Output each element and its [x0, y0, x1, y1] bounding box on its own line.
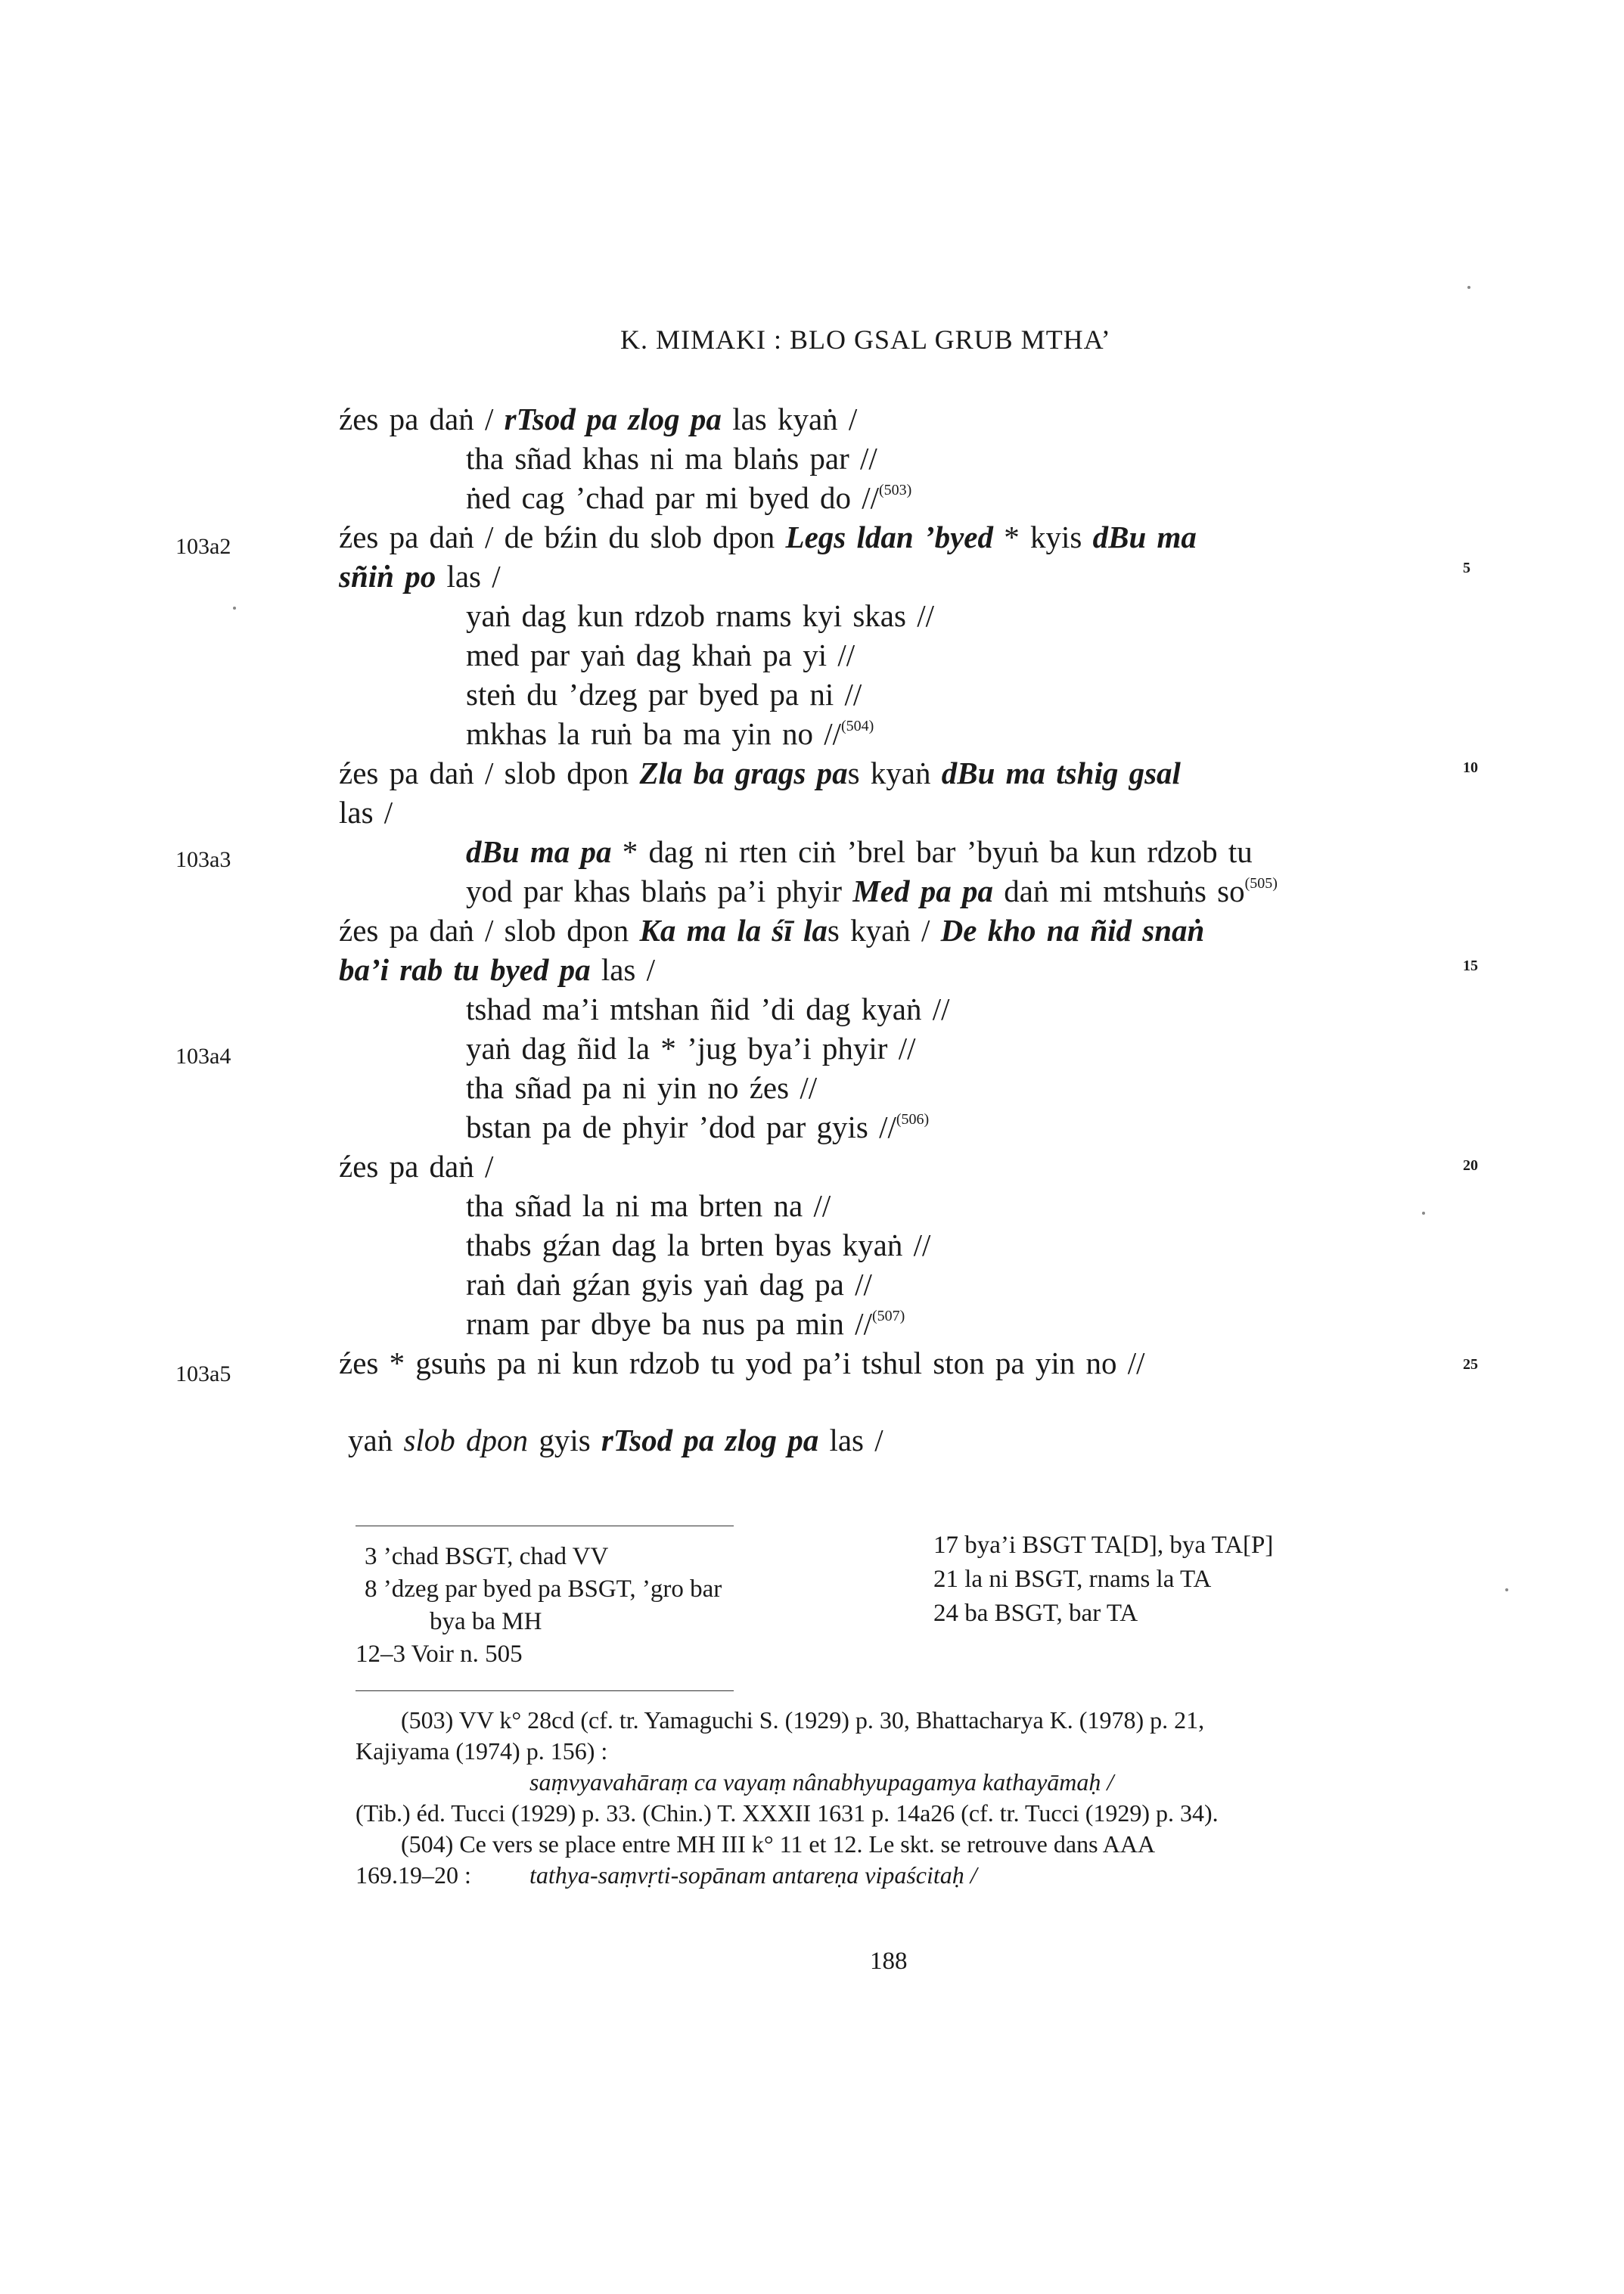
text-run: daṅ mi mtshuṅs so [993, 874, 1245, 908]
margin-ref: 103a2 [175, 534, 231, 559]
variant-note: 12–3 Voir n. 505 [356, 1641, 523, 1668]
work-title: dBu ma [1092, 520, 1197, 554]
scan-speck [1505, 1588, 1508, 1591]
text-run: źes pa daṅ / slob dpon [339, 756, 640, 790]
school-name: dBu ma pa [466, 834, 612, 869]
line-number: 25 [1463, 1356, 1478, 1373]
margin-ref: 103a5 [175, 1361, 231, 1386]
verse-line: yaṅ dag kun rdzob rnams kyi skas // [466, 598, 934, 633]
text-run: źes pa daṅ / [339, 402, 505, 436]
italic-term: slob dpon [403, 1423, 529, 1457]
work-title: rTsod pa zlog pa [504, 402, 722, 436]
text-run: źes pa daṅ / de bźin du slob dpon [339, 520, 786, 554]
running-head: K. MIMAKI : BLO GSAL GRUB MTHA’ [620, 324, 1111, 355]
scan-speck [1467, 286, 1470, 289]
text-line [348, 1422, 883, 1458]
line-number: 20 [1463, 1157, 1478, 1174]
verse-line [466, 480, 911, 516]
footnote-ref: (503) [879, 482, 912, 498]
text-run: las / [590, 952, 656, 987]
text-run: las / [436, 559, 501, 594]
footnote-503: (503) VV k° 28cd (cf. tr. Yamaguchi S. (1929) p. 30, Bhattacharya K. (1978) p. 21, [401, 1706, 1205, 1734]
text-run: mkhas la ruṅ ba ma yin no // [466, 716, 841, 751]
work-title: sñiṅ po [339, 559, 436, 594]
verse-line: thabs gźan dag la brten byas kyaṅ // [466, 1228, 931, 1262]
prose-line [466, 833, 1253, 870]
text-run: bstan pa de phyir ’dod par gyis // [466, 1110, 896, 1144]
text-line [339, 401, 857, 437]
text-run: las kyaṅ / [721, 402, 858, 436]
work-title: ba’i rab tu byed pa [339, 952, 591, 987]
text-line [339, 519, 1197, 555]
footnote-ref: (506) [896, 1111, 930, 1128]
work-title: dBu ma tshig gsal [941, 756, 1181, 790]
text-line [339, 558, 501, 594]
scan-speck [1422, 1212, 1425, 1215]
text-run: s kyaṅ [847, 756, 942, 790]
text-run: * dag ni rten ciṅ ’brel bar ’byuṅ ba kun rdzob tu [611, 834, 1253, 869]
line-number: 5 [1463, 560, 1470, 576]
variant-note: 21 la ni BSGT, rnams la TA [933, 1566, 1212, 1593]
work-title: De kho na ñid snaṅ [940, 913, 1205, 948]
verse-line: steṅ du ’dzeg par byed pa ni // [466, 677, 862, 712]
verse-line: tha sñad khas ni ma blaṅs par // [466, 441, 877, 476]
text-run: yaṅ [348, 1423, 404, 1457]
text-line: las / [339, 795, 393, 830]
author-name: Zla ba grags pa [639, 756, 848, 790]
verse-line [466, 1109, 929, 1145]
sanskrit-quote: saṃvyavahāraṃ ca vayaṃ nânabhyupagamya kathayāmaḥ / [529, 1768, 1114, 1796]
line-number: 10 [1463, 759, 1478, 776]
verse-line: yaṅ dag ñid la * ’jug bya’i phyir // [466, 1031, 916, 1066]
variant-note: 24 ba BSGT, bar TA [933, 1600, 1138, 1627]
text-run: źes pa daṅ / slob dpon [339, 913, 640, 948]
text-line: źes pa daṅ / [339, 1149, 494, 1184]
verse-line: tha sñad pa ni yin no źes // [466, 1070, 818, 1105]
verse-line [466, 1305, 905, 1342]
scan-speck [233, 607, 236, 610]
verse-line: tshad ma’i mtshan ñid ’di dag kyaṅ // [466, 992, 950, 1026]
variant-note: bya ba MH [430, 1608, 542, 1635]
footnote-ref: (507) [871, 1308, 905, 1324]
text-run: s kyaṅ / [827, 913, 941, 948]
text-run: las / [818, 1423, 883, 1457]
verse-line [466, 716, 874, 752]
work-title: rTsod pa zlog pa [601, 1423, 819, 1457]
footnote-504: (504) Ce vers se place entre MH III k° 11 et 12. Le skt. se retrouve dans AAA [401, 1830, 1156, 1858]
author-name: Ka ma la śī la [639, 913, 828, 948]
variant-note: 17 bya’i BSGT TA[D], bya TA[P] [933, 1532, 1274, 1559]
footnote-line: Kajiyama (1974) p. 156) : [356, 1737, 608, 1765]
margin-ref: 103a3 [175, 847, 231, 872]
variant-note: 3 ’chad BSGT, chad VV [365, 1543, 609, 1570]
verse-line: med par yaṅ dag khaṅ pa yi // [466, 638, 855, 672]
text-run: gyis [528, 1423, 601, 1457]
text-run: ṅed cag ’chad par mi byed do // [466, 480, 880, 515]
variant-note: 8 ’dzeg par byed pa BSGT, ’gro bar [365, 1575, 722, 1603]
verse-line: raṅ daṅ gźan gyis yaṅ dag pa // [466, 1267, 872, 1302]
footnote-rule [356, 1690, 734, 1691]
text-run: rnam par dbye ba nus pa min // [466, 1306, 872, 1341]
text-line [339, 912, 1204, 948]
footnote-line: 169.19–20 : [356, 1861, 471, 1889]
verse-line: tha sñad la ni ma brten na // [466, 1188, 831, 1223]
margin-ref: 103a4 [175, 1044, 231, 1069]
footnote-line: (Tib.) éd. Tucci (1929) p. 33. (Chin.) T. XXXII 1631 p. 14a26 (cf. tr. Tucci (1929) p. 34). [356, 1799, 1219, 1827]
text-line [339, 951, 655, 988]
author-name: Legs ldan ’byed [785, 520, 993, 554]
page-number: 188 [870, 1948, 908, 1975]
line-number: 15 [1463, 958, 1478, 974]
footnote-ref: (505) [1244, 875, 1278, 892]
text-line [339, 755, 1181, 791]
text-line: źes * gsuṅs pa ni kun rdzob tu yod pa’i tshul ston pa yin no // [339, 1346, 1145, 1380]
text-run: * kyis [992, 520, 1093, 554]
footnote-ref: (504) [841, 718, 874, 734]
text-run: yod par khas blaṅs pa’i phyir [466, 874, 853, 908]
prose-line [466, 873, 1278, 909]
school-name: Med pa pa [852, 874, 993, 908]
sanskrit-quote: tathya-saṃvṛti-sopānam antareṇa vipaścitaḥ / [529, 1861, 977, 1889]
